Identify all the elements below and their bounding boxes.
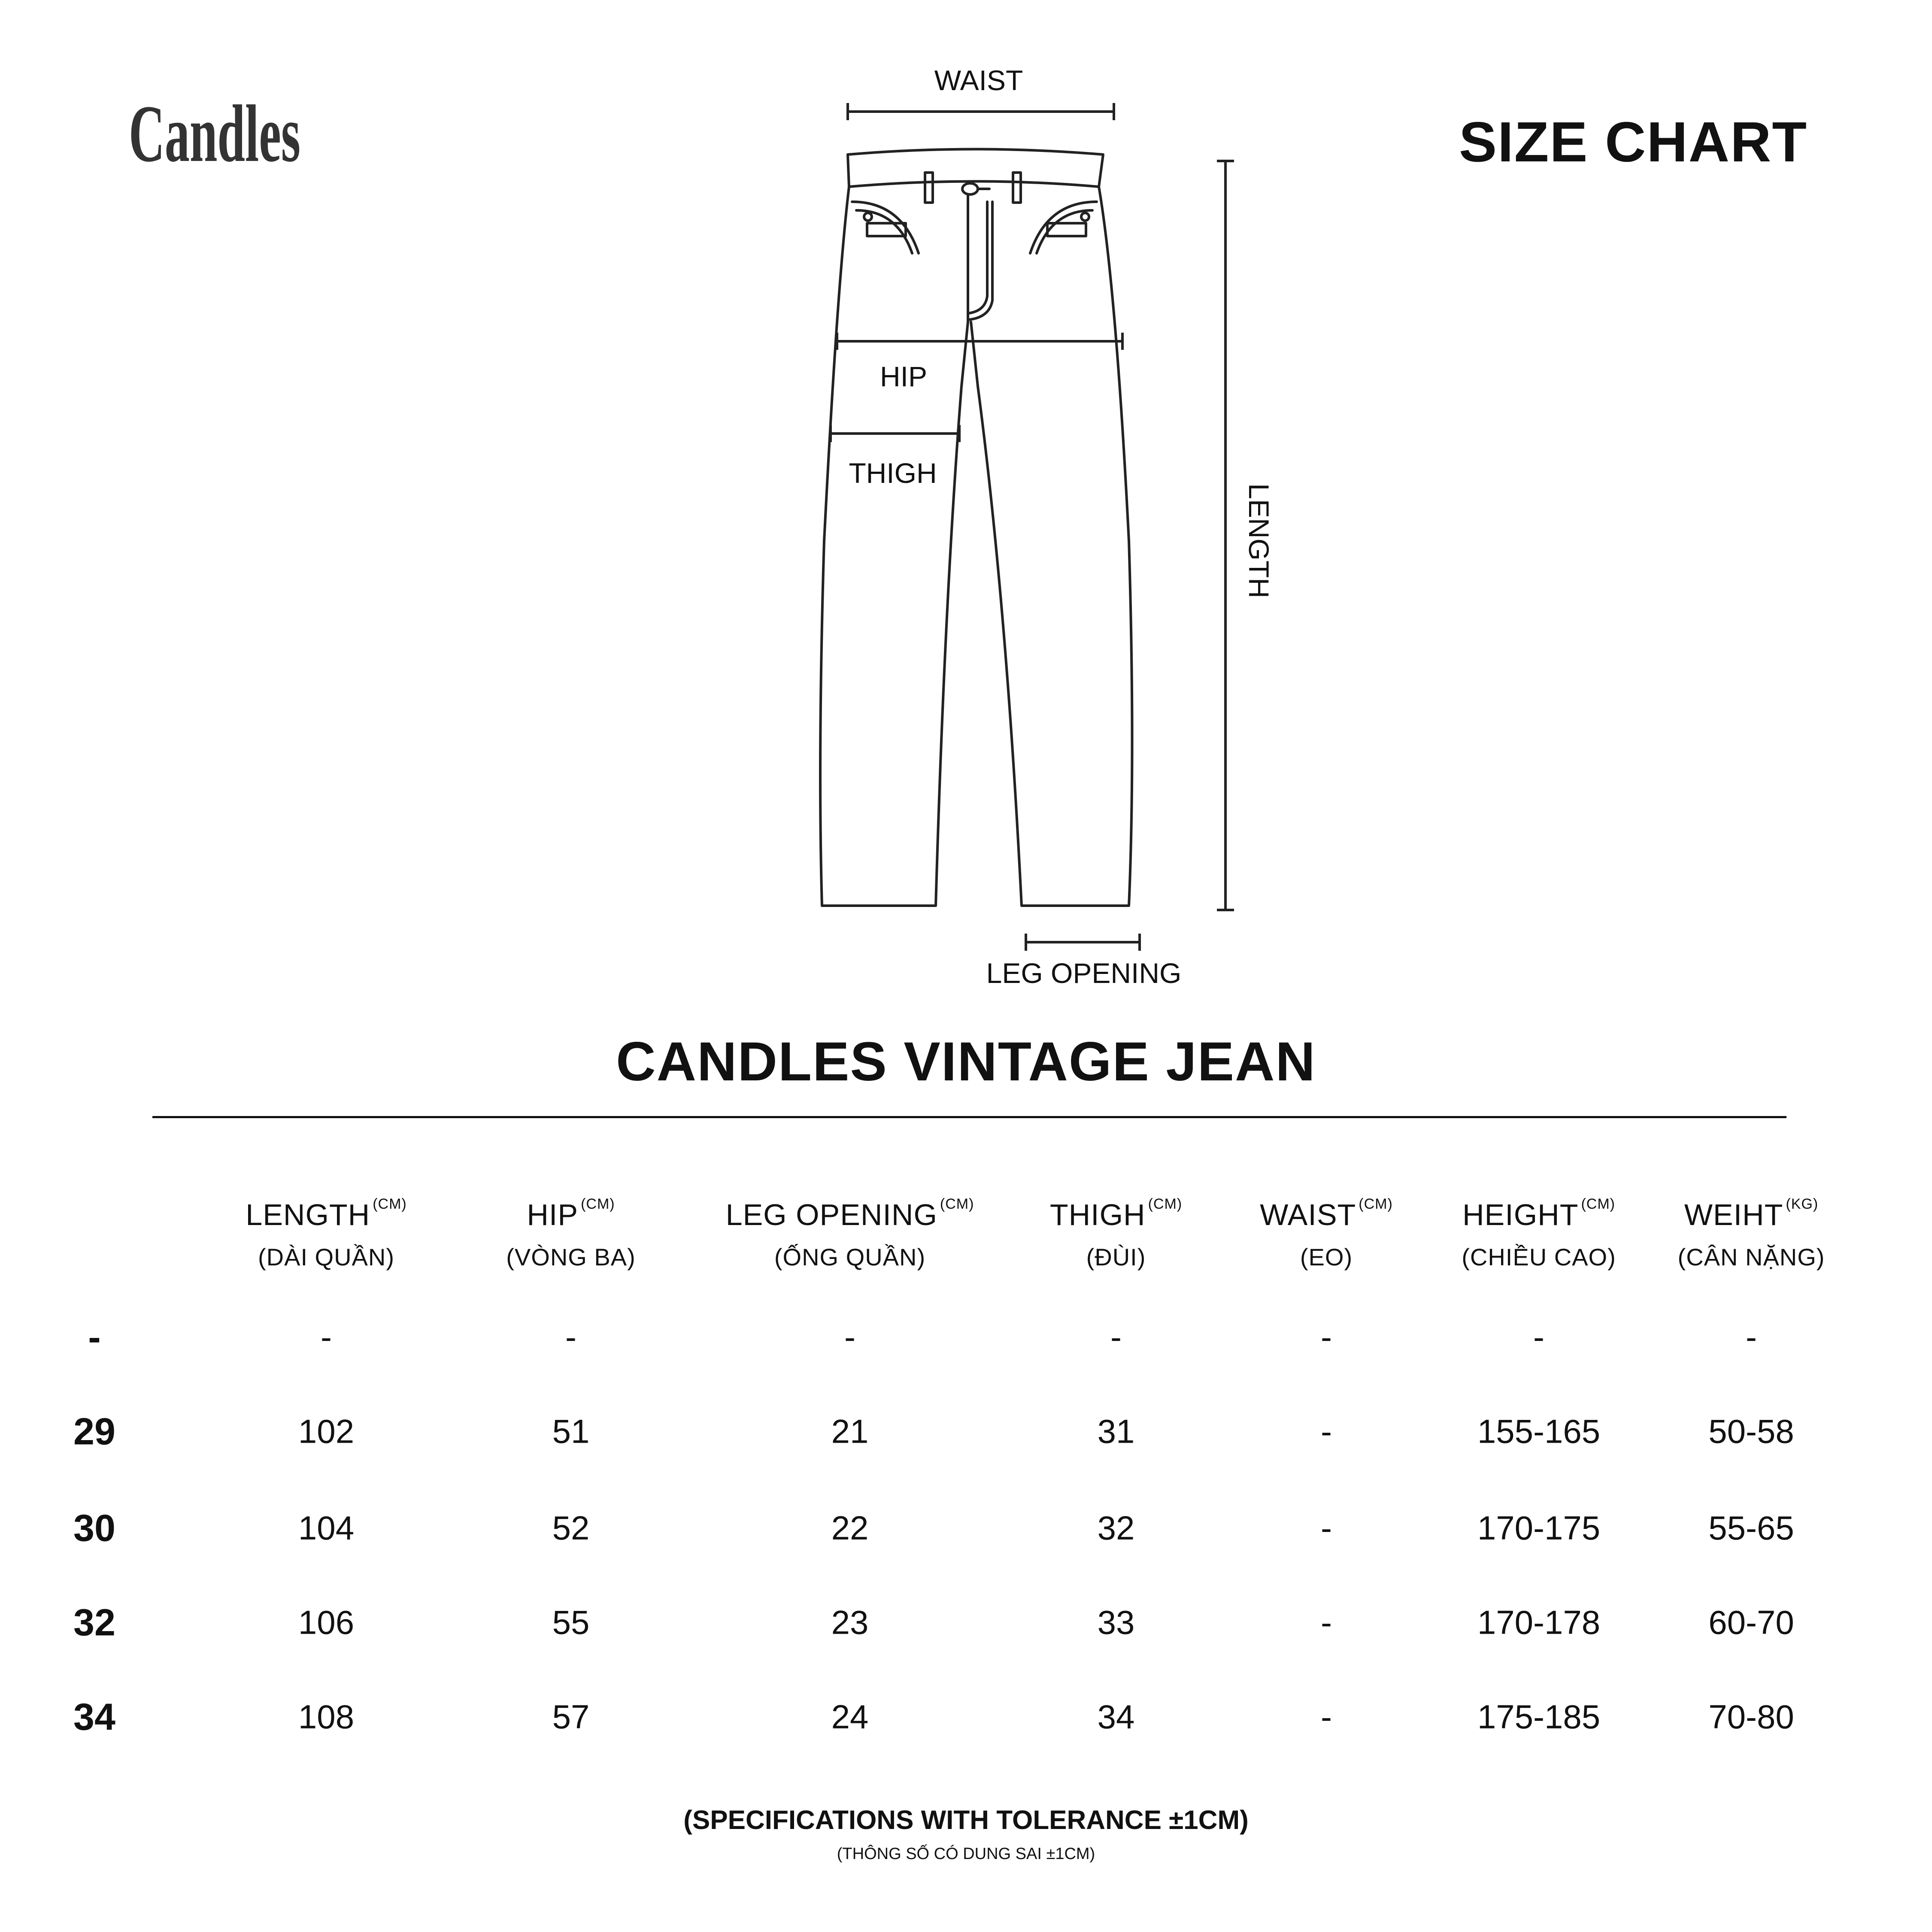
- table-cell: 32: [1097, 1509, 1135, 1547]
- column-header-label: WEIHT: [1684, 1198, 1783, 1231]
- column-header: [1260, 1198, 1393, 1271]
- table-cell: -: [1321, 1603, 1332, 1641]
- table-cell: -: [1321, 1698, 1332, 1736]
- table-cell: 51: [552, 1412, 590, 1450]
- table-cell: -: [1746, 1318, 1757, 1356]
- table-cell: -: [1321, 1509, 1332, 1547]
- tolerance-note-vi: (THÔNG SỐ CÓ DUNG SAI ±1CM): [837, 1845, 1095, 1863]
- belt-loop-left: [925, 173, 933, 203]
- label-thigh: THIGH: [849, 457, 937, 489]
- column-header: [246, 1198, 406, 1271]
- column-header: [1678, 1198, 1825, 1271]
- table-cell: 23: [831, 1603, 869, 1641]
- table-cell: -: [1321, 1318, 1332, 1356]
- table-cell: 21: [831, 1412, 869, 1450]
- table-cell: 52: [552, 1509, 590, 1547]
- label-waist: WAIST: [934, 64, 1023, 96]
- table-cell: 155-165: [1477, 1412, 1601, 1450]
- column-header-unit: (CM): [581, 1196, 615, 1212]
- size-label: 34: [73, 1695, 115, 1738]
- column-header-label: THIGH: [1049, 1198, 1146, 1231]
- table-cell: 170-178: [1477, 1603, 1601, 1641]
- column-header-sub: (EO): [1300, 1244, 1353, 1271]
- table-cell: 104: [298, 1509, 355, 1547]
- size-label: -: [88, 1316, 101, 1358]
- size-label: 30: [73, 1507, 115, 1549]
- tolerance-note: (SPECIFICATIONS WITH TOLERANCE ±1CM): [683, 1805, 1249, 1835]
- column-header-unit: (CM): [1581, 1196, 1615, 1212]
- table-cell: 24: [831, 1698, 869, 1736]
- column-header-label: HEIGHT: [1462, 1198, 1579, 1231]
- column-header-sub: (CÂN NẶNG): [1677, 1244, 1825, 1271]
- right-leg-outline: [978, 187, 1132, 906]
- table-cell: 55-65: [1708, 1509, 1794, 1547]
- table-cell: 175-185: [1477, 1698, 1601, 1736]
- belt-loop-right: [1013, 173, 1021, 203]
- column-header-label: LENGTH: [246, 1198, 370, 1231]
- table-cell: 106: [298, 1603, 355, 1641]
- table-cell: 55: [552, 1603, 590, 1641]
- column-header-sub: (DÀI QUẦN): [258, 1244, 394, 1271]
- table-cell: 60-70: [1708, 1603, 1794, 1641]
- column-header-sub: (ỐNG QUẦN): [774, 1244, 926, 1271]
- column-header-label: LEG OPENING: [725, 1198, 937, 1231]
- column-header-unit: (CM): [1359, 1196, 1393, 1212]
- table-cell: -: [321, 1318, 332, 1356]
- table-cell: 33: [1097, 1603, 1135, 1641]
- product-title: CANDLES VINTAGE JEAN: [616, 1031, 1316, 1092]
- table-cell: 102: [298, 1412, 355, 1450]
- table-cell: -: [1110, 1318, 1122, 1356]
- column-header-label: HIP: [527, 1198, 579, 1231]
- column-header-sub: (ĐÙI): [1086, 1244, 1146, 1271]
- table-cell: 170-175: [1477, 1509, 1601, 1547]
- table-cell: 70-80: [1708, 1698, 1794, 1736]
- waist-button: [962, 183, 978, 194]
- column-header: [1462, 1198, 1616, 1271]
- left-leg-outline: [820, 187, 961, 906]
- label-length: LENGTH: [1243, 483, 1275, 598]
- column-header: [1050, 1198, 1182, 1271]
- column-header-unit: (KG): [1786, 1196, 1819, 1212]
- table-cell: -: [565, 1318, 576, 1356]
- size-label: 32: [73, 1601, 115, 1644]
- divider-line: [152, 1116, 1786, 1118]
- table-cell: -: [844, 1318, 855, 1356]
- size-label: 29: [73, 1410, 115, 1453]
- column-header-unit: (CM): [940, 1196, 974, 1212]
- table-cell: 57: [552, 1698, 590, 1736]
- table-cell: 34: [1097, 1698, 1135, 1736]
- table-cell: 31: [1097, 1412, 1135, 1450]
- table-cell: 108: [298, 1698, 355, 1736]
- logo-text: Candles: [129, 89, 300, 179]
- column-header-unit: (CM): [1148, 1196, 1183, 1212]
- label-leg-opening: LEG OPENING: [986, 957, 1182, 989]
- column-header-label: WAIST: [1260, 1198, 1356, 1231]
- table-cell: 50-58: [1708, 1412, 1794, 1450]
- column-header-sub: (CHIỀU CAO): [1462, 1244, 1616, 1271]
- column-header: [726, 1198, 974, 1271]
- jeans-diagram: [773, 47, 1331, 1013]
- column-header-sub: (VÒNG BA): [506, 1244, 636, 1271]
- page-title: SIZE CHART: [1459, 110, 1808, 173]
- candles-logo: [129, 88, 309, 179]
- waistband: [848, 149, 1103, 187]
- table-cell: 22: [831, 1509, 869, 1547]
- column-header: [506, 1198, 635, 1271]
- label-hip: HIP: [880, 361, 928, 392]
- table-cell: -: [1321, 1412, 1332, 1450]
- table-cell: -: [1533, 1318, 1544, 1356]
- column-header-unit: (CM): [373, 1196, 407, 1212]
